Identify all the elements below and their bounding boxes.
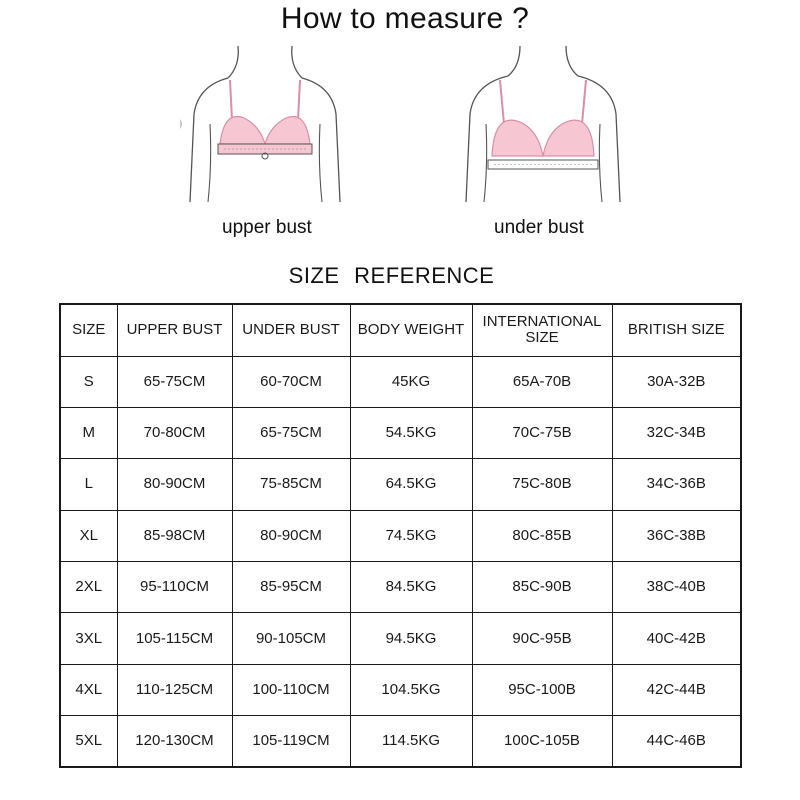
cell-size: 2XL	[60, 562, 117, 613]
cell-under-bust: 75-85CM	[232, 459, 350, 510]
cell-international-size: 75C-80B	[472, 459, 612, 510]
cell-british-size: 44C-46B	[612, 716, 741, 767]
table-row	[60, 613, 741, 664]
size-reference-title: SIZE REFERENCE	[288, 263, 495, 288]
cell-size: S	[60, 356, 117, 407]
cell-body-weight: 74.5KG	[350, 510, 472, 561]
cell-british-size: 42C-44B	[612, 664, 741, 715]
cell-size: 5XL	[60, 716, 117, 767]
cell-upper-bust: 110-125CM	[117, 664, 232, 715]
page-title: How to measure ?	[280, 2, 530, 35]
cell-international-size: 65A-70B	[472, 356, 612, 407]
cell-upper-bust: 95-110CM	[117, 562, 232, 613]
cell-international-size: 95C-100B	[472, 664, 612, 715]
cell-body-weight: 94.5KG	[350, 613, 472, 664]
cell-body-weight: 114.5KG	[350, 716, 472, 767]
cell-upper-bust: 85-98CM	[117, 510, 232, 561]
cell-international-size: 100C-105B	[472, 716, 612, 767]
cell-under-bust: 90-105CM	[232, 613, 350, 664]
cell-size: M	[60, 407, 117, 458]
cell-under-bust: 100-110CM	[232, 664, 350, 715]
cell-international-size: 90C-95B	[472, 613, 612, 664]
cell-body-weight: 64.5KG	[350, 459, 472, 510]
cell-international-size: 80C-85B	[472, 510, 612, 561]
table-row	[60, 356, 741, 407]
under-bust-sketch	[458, 44, 628, 204]
cell-upper-bust: 105-115CM	[117, 613, 232, 664]
cell-size: L	[60, 459, 117, 510]
cell-under-bust: 105-119CM	[232, 716, 350, 767]
upper-bust-caption: upper bust	[222, 217, 312, 238]
under-bust-caption: under bust	[494, 217, 584, 238]
table-row	[60, 716, 741, 767]
cell-size: 3XL	[60, 613, 117, 664]
cell-british-size: 32C-34B	[612, 407, 741, 458]
table-row	[60, 459, 741, 510]
cell-under-bust: 85-95CM	[232, 562, 350, 613]
table-row	[60, 562, 741, 613]
table-row	[60, 407, 741, 458]
column-header-british-size: BRITISH SIZE	[612, 304, 741, 356]
table-row	[60, 510, 741, 561]
cell-under-bust: 60-70CM	[232, 356, 350, 407]
upper-bust-illustration	[180, 44, 350, 204]
table-header-row	[60, 304, 741, 356]
cell-under-bust: 80-90CM	[232, 510, 350, 561]
cell-upper-bust: 120-130CM	[117, 716, 232, 767]
upper-bust-sketch	[180, 44, 350, 204]
column-header-size: SIZE	[60, 304, 117, 356]
step-1-badge	[180, 117, 182, 131]
cell-british-size: 30A-32B	[612, 356, 741, 407]
cell-size: 4XL	[60, 664, 117, 715]
column-header-upper-bust: UPPER BUST	[117, 304, 232, 356]
cell-british-size: 38C-40B	[612, 562, 741, 613]
under-bust-illustration	[458, 44, 628, 204]
cell-body-weight: 104.5KG	[350, 664, 472, 715]
cell-upper-bust: 70-80CM	[117, 407, 232, 458]
column-header-under-bust: UNDER BUST	[232, 304, 350, 356]
cell-upper-bust: 65-75CM	[117, 356, 232, 407]
column-header-body-weight: BODY WEIGHT	[350, 304, 472, 356]
size-reference-table	[59, 303, 742, 768]
cell-body-weight: 54.5KG	[350, 407, 472, 458]
cell-british-size: 34C-36B	[612, 459, 741, 510]
cell-body-weight: 84.5KG	[350, 562, 472, 613]
cell-size: XL	[60, 510, 117, 561]
cell-british-size: 40C-42B	[612, 613, 741, 664]
column-header-international-size: INTERNATIONAL SIZE	[472, 304, 612, 356]
cell-international-size: 70C-75B	[472, 407, 612, 458]
cell-upper-bust: 80-90CM	[117, 459, 232, 510]
cell-body-weight: 45KG	[350, 356, 472, 407]
cell-under-bust: 65-75CM	[232, 407, 350, 458]
cell-international-size: 85C-90B	[472, 562, 612, 613]
cell-british-size: 36C-38B	[612, 510, 741, 561]
table-row	[60, 664, 741, 715]
